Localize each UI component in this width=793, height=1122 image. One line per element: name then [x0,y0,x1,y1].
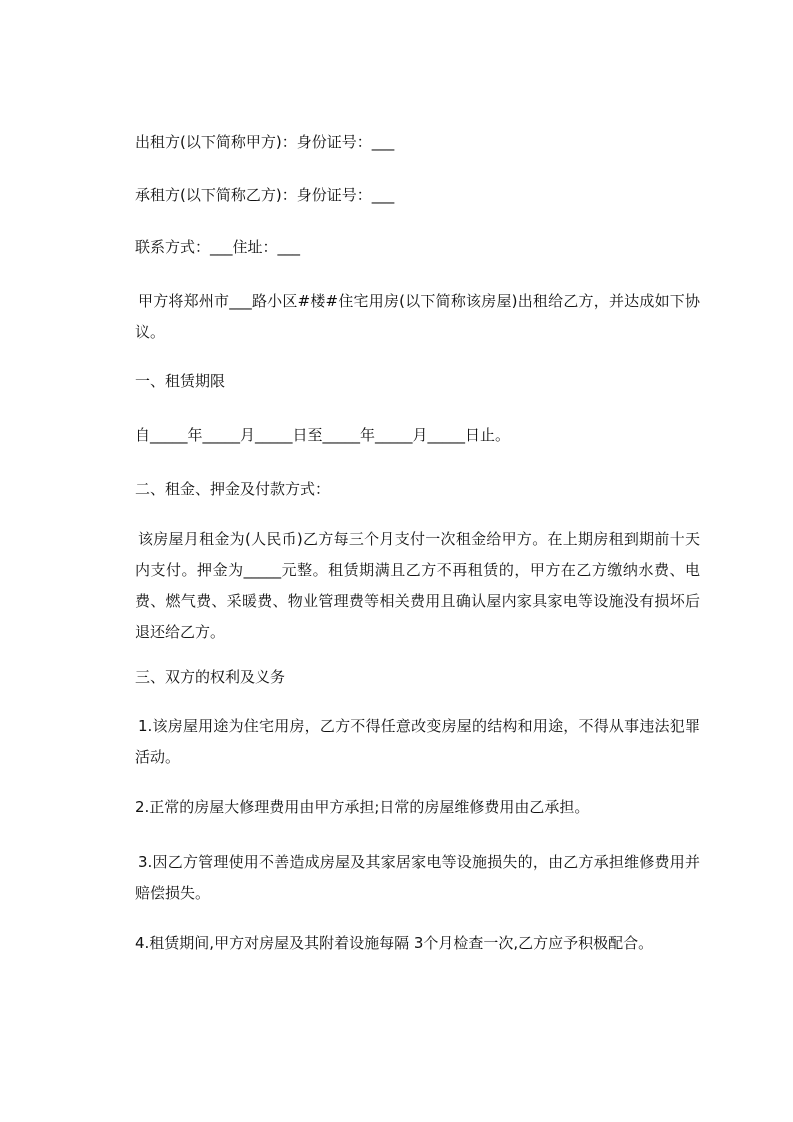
list-item: 1.该房屋用途为住宅用房，乙方不得任意改变房屋的结构和用途，不得从事违法犯罪活动。 [135,717,700,766]
intro-paragraph: 甲方将郑州市___路小区#楼#住宅用房(以下简称该房屋)出租给乙方，并达成如下协议。 [135,292,700,341]
list-item: 2.正常的房屋大修理费用由甲方承担;日常的房屋维修费用由乙承担。 [135,798,590,816]
rent-deposit-paragraph: 该房屋月租金为(人民币)乙方每三个月支付一次租金给甲方。在上期房租到期前十天内支付。押金为_____元整。租赁期满且乙方不再租赁的，甲方在乙方缴纳水费、电费、燃气费、采暖费、物业管理费等相关费用且确认屋内家具家电等设施没有损坏后退还给乙方。 [135,530,700,641]
contact-line: 联系方式：___住址：___ [135,238,301,256]
party-a-line: 出租方(以下简称甲方)：身份证号：___ [135,133,395,151]
lease-term-line: 自_____年_____月_____日至_____年_____月_____日止。 [135,426,511,444]
party-b-line: 承租方(以下简称乙方)：身份证号：___ [135,186,395,204]
list-item: 4.租赁期间,甲方对房屋及其附着设施每隔 3个月检查一次,乙方应予积极配合。 [135,934,654,952]
list-item: 3.因乙方管理使用不善造成房屋及其家居家电等设施损失的，由乙方承担维修费用并赔偿损失。 [135,853,700,902]
section3-heading: 三、双方的权利及义务 [135,668,286,686]
section1-heading: 一、租赁期限 [135,372,226,390]
section2-heading: 二、租金、押金及付款方式： [135,480,331,498]
